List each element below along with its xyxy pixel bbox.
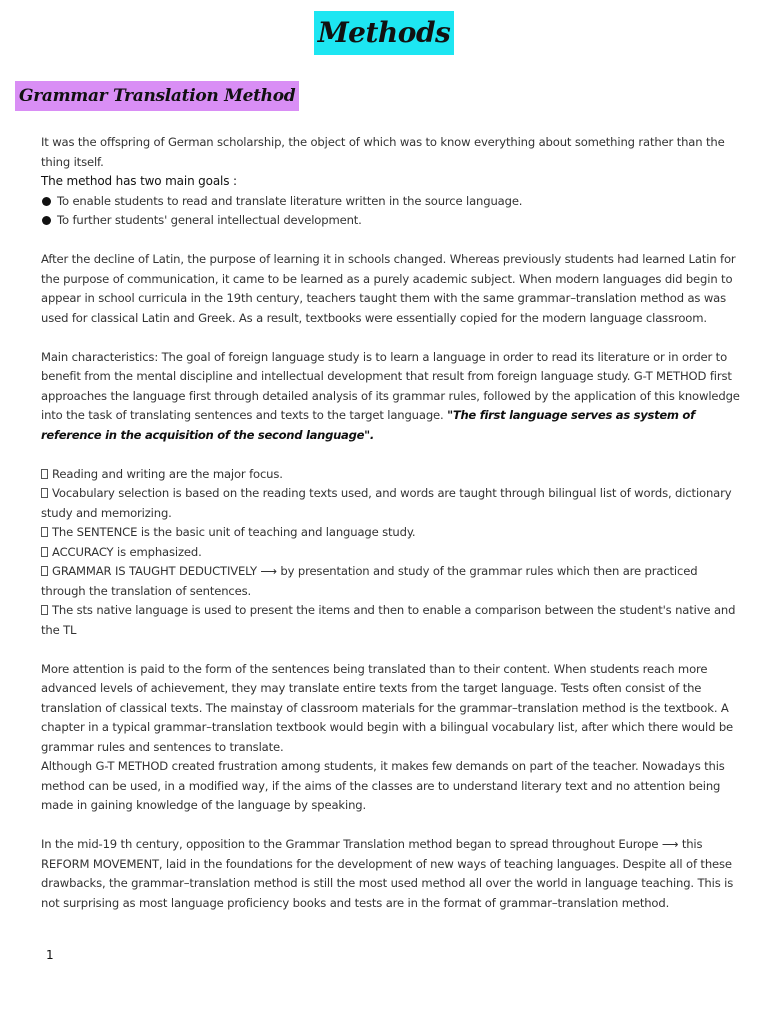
feature-text: The SENTENCE is the basic unit of teaching and language study. bbox=[52, 525, 416, 539]
feature-item bbox=[41, 562, 743, 601]
main-characteristics-paragraph bbox=[41, 348, 743, 446]
missing-glyph-icon bbox=[41, 527, 48, 537]
feature-text: Vocabulary selection is based on the reading texts used, and words are taught through bilingual list of words, dictionary study and memorizing. bbox=[41, 486, 732, 520]
feature-text: ACCURACY is emphasized. bbox=[52, 544, 202, 559]
page-title: Methods bbox=[314, 11, 455, 55]
missing-glyph-icon bbox=[41, 488, 48, 498]
page-number: 1 bbox=[46, 948, 54, 962]
document-body bbox=[41, 133, 743, 913]
main-characteristics-text: Main characteristics: The goal of foreign language study is to learn a language in order to read its literature or in order to benefit from the mental discipline and intellectual development that result from foreign language study. G-T METHOD first approaches the language first through detailed analysis of its grammar rules, followed by the application of this knowledge into the task of translating sentences and texts to the target language. bbox=[41, 349, 740, 422]
feature-text: Reading and writing are the major focus. bbox=[52, 466, 283, 481]
missing-glyph-icon bbox=[41, 605, 48, 615]
missing-glyph-icon bbox=[41, 547, 48, 557]
goal-text: To enable students to read and translate literature written in the source language. bbox=[57, 193, 523, 208]
latin-paragraph: After the decline of Latin, the purpose of learning it in schools changed. Whereas previously students had learned Latin for the purpose of communication, it came to be learned as a purely academic subject. When modern languages did begin to appear in school curricula in the 19th century, teachers taught them with the same grammar–translation method as was used for classical Latin and Greek. As a result, textbooks were essentially copied for the modern language classroom. bbox=[41, 252, 736, 325]
goal-text: To further students' general intellectual development. bbox=[57, 213, 362, 227]
goal-item bbox=[41, 192, 743, 212]
missing-glyph-icon bbox=[41, 469, 48, 479]
reform-paragraph: In the mid-19 th century, opposition to the Grammar Translation method began to spread throughout Europe ⟶ this REFORM MOVEMENT, laid in the foundations for the development of new ways of teaching languages. Despite all of these drawbacks, the grammar–translation method is still the most used method all over the world in language teaching. This is not surprising as most language proficiency books and tests are in the format of grammar–translation method. bbox=[41, 837, 734, 910]
feature-text: GRAMMAR IS TAUGHT DEDUCTIVELY ⟶ by presentation and study of the grammar rules which then are practiced through the translation of sentences. bbox=[41, 564, 698, 598]
goal-item bbox=[41, 211, 743, 231]
feature-item bbox=[41, 543, 743, 563]
feature-item bbox=[41, 484, 743, 523]
feature-item bbox=[41, 465, 743, 485]
bullet-icon bbox=[42, 216, 51, 225]
bullet-icon bbox=[42, 197, 51, 206]
although-paragraph: Although G-T METHOD created frustration among students, it makes few demands on part of the teacher. Nowadays this method can be used, in a modified way, if the aims of the classes are to understand literary text and no attention being made in gaining knowledge of the language by speaking. bbox=[41, 759, 725, 812]
missing-glyph-icon bbox=[41, 566, 48, 576]
feature-text: The sts native language is used to present the items and then to enable a comparison between the student's native and the TL bbox=[41, 603, 736, 637]
feature-item bbox=[41, 523, 743, 543]
goals-label: The method has two main goals : bbox=[41, 174, 237, 188]
intro-paragraph: It was the offspring of German scholarship, the object of which was to know everything about something rather than the thing itself. bbox=[41, 135, 725, 169]
emphasized-quote: "The first language serves as system of reference in the acquisition of the second language". bbox=[41, 408, 695, 442]
attention-paragraph: More attention is paid to the form of the sentences being translated than to their content. When students reach more advanced levels of achievement, they may translate entire texts from the target language. Tests often consist of the translation of classical texts. The mainstay of classroom materials for the grammar–translation method is the textbook. A chapter in a typical grammar–translation textbook would begin with a bilingual vocabulary list, after which there would be grammar rules and sentences to translate. bbox=[41, 661, 734, 754]
section-heading: Grammar Translation Method bbox=[15, 81, 299, 111]
title-container bbox=[0, 11, 768, 55]
feature-item bbox=[41, 601, 743, 640]
